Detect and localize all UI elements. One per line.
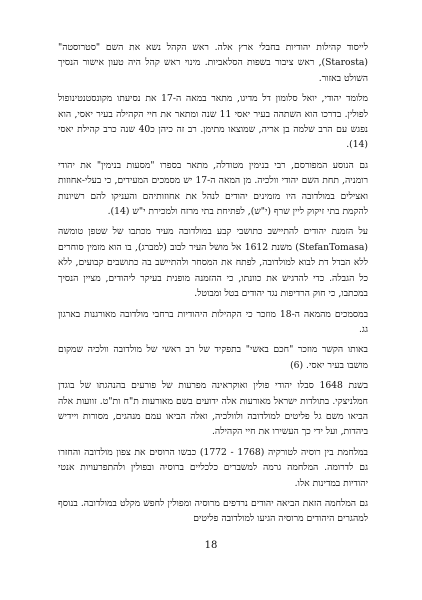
paragraph: באותו הקשר מוזכר "חכם באשי" בתפקיד של רב ראשי של מולדובה וולכיה שמקום מושבו בעיר יאסי. (6) xyxy=(58,344,368,371)
paragraph: גם הנוסע המפורסם, רבי בנימין מטודלה, מתאר בספרו "מסעות בנימין" את יהודי רומניה, תחת השם יהודי וולכיה. מן המאה ה-17 יש מסמכים המעידים, כי בעלי-אחוזות ואצילים במולדובה היו מזמינים יהודים לנהל את אחוזותיהם והעניקו להם רשיונות להקמת בתי זיקוק ליין שרף (י"ש), לפתיחת בתי מרזח ולמכירת י"ש (14). xyxy=(58,159,369,218)
body-text xyxy=(58,40,368,532)
paragraph: מלומד יהודי, יואל סלומון דל מדיגו, מתאר במאה ה-17 את נסיעתו מקונסטנטינופול לפולין. בדרכו הוא השתהה בעיר יאסי 11 שנה ומתאר את חיי הקהילה בעיר יאסי, הוא נפגש עם הרב שלמה בן אריה, שמוצאו מתימן. רב זה כיהן כ40 שנה כרב קהילת יאסי (14). xyxy=(58,93,368,151)
paragraph: במסמכים מהמאה ה-18 מוזכר כי הקהילות היהודיות ברחבי מולדובה מאורגנות בארגון גג. xyxy=(58,308,368,335)
paragraph: במלחמת בין רוסיה לטורקיה (1768 - 1772) כבשו הרוסים את צפון מולדובה והחזרו גם לדרומה. המלחמה גרמה למשברים כלכליים ברוסיה ובפולין ולהתפרעויות אנטי יהודיות במדינות אלו. xyxy=(58,446,368,489)
paragraph: בשנת 1648 סבלו יהודי פולין ואוקראינה מפרעות של פורעים בהנהגתו של בוגדן חמלניצקי. בתולדות ישראל מאורעות אלה ידועים בשם מאורעות ת"ח ות"ט. זוועות אלה הביאו משם גל פליטים למולדובה ולוולכיה, ואלה הביאו עמם מנהגים, מסורות ויידיש ביהדות, ועל ידי כך העשירו את חיי הקהילה. xyxy=(58,380,368,438)
page-number: 18 xyxy=(204,540,218,551)
paragraph: גם המלחמה הזאת הביאה יהודים נרדפים מרוסיה ומפולין לחפש מקלט במולדובה. בנוסף למהגרים היהודים מרוסיה הגיעו למולדובה פליטים xyxy=(58,497,368,525)
paragraph: לייסוד קהילות יהודיות בחבלי ארץ אלה. ראש הקהל נשא את השם "סטרוסטה" (Starosta), ראש ציבור בשפות הסלאביות. מינוי ראש קהל היה טעון אישור הנסיך השולט באזור. xyxy=(58,42,368,84)
paragraph: על הזמנת יהודים להתיישב כתושבי קבע במולדובה מעיד מכתבו של שטפן טומשה (StefanTomasa) משנת 1612 אל מושל העיר לבוב (למברג), בו הוא מזמין סוחרים ללא הבדל דת לבוא למולדובה, לפתח את המסחר ולהתיישב בה כתושבים קבועים, ללא כל הגבלה. כדי להדגיש את כוונתו, כי ההזמנה מופנית בעיקר ליהודים, מציין הנסיך במכתבו, כי חוק הרדיפות נגד יהודים בטל ומבוטל. xyxy=(58,226,368,300)
